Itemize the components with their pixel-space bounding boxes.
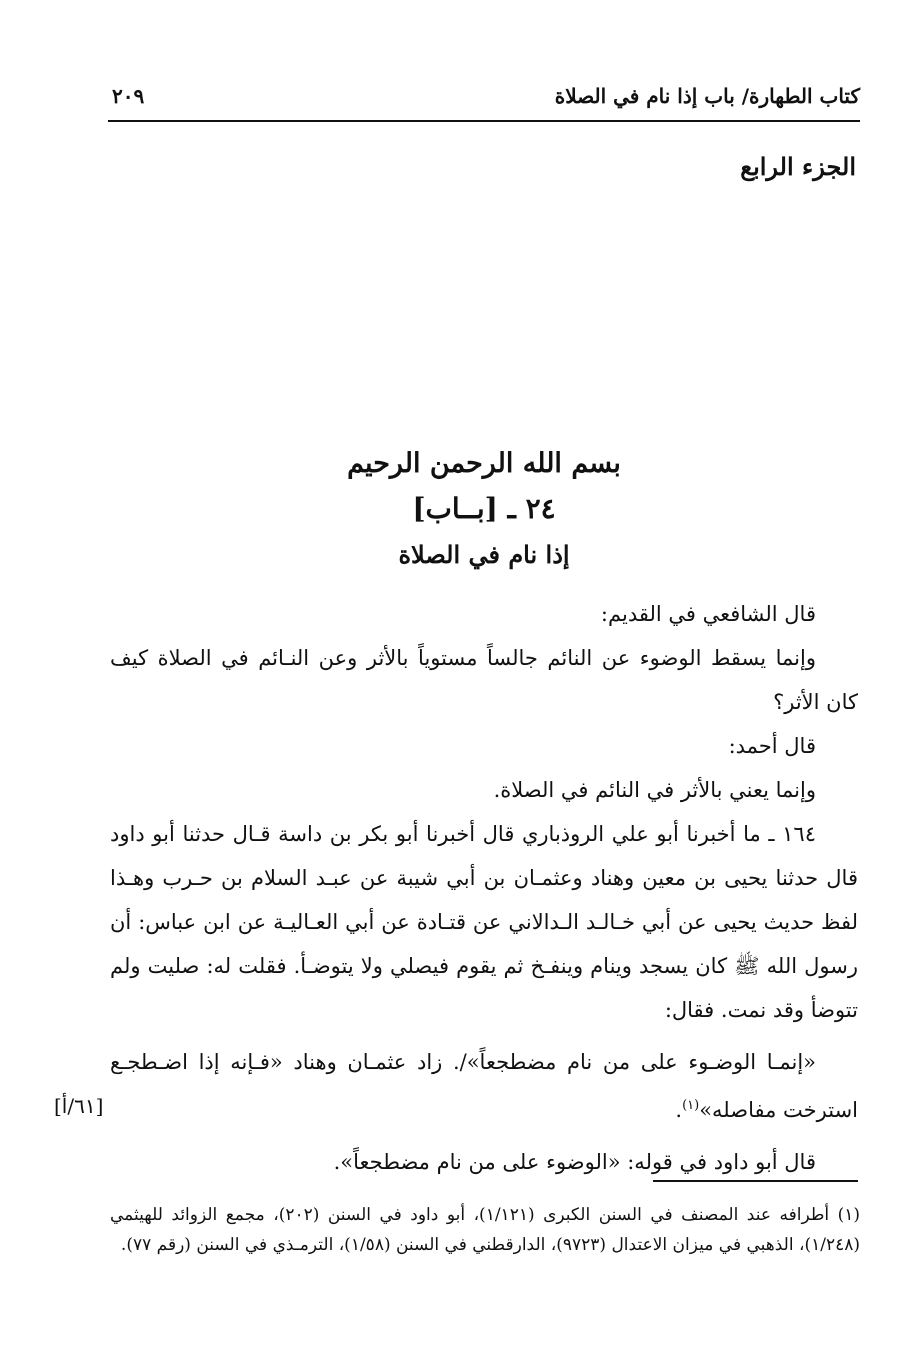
- hadith-paragraph: ١٦٤ ـ ما أخبرنا أبو علي الروذباري قال أخبرنا أبو بكر بن داسة قـال حدثنا أبو داود قال حدثنا يحيى بن معين وهناد وعثمـان بن أبي شيبة عن عبـد السلام بن حـرب وهـذا لفظ حديث يحيى عن أبي خـالـد الـدالاني عن قتـادة عن أبي العـاليـة عن ابن عباس: أن رسول الله ﷺ كان يسجد وينام وينفـخ ثم يقوم فيصلي ولا يتوضـأ. فقلت له: صليت ولم تتوضأ وقد نمت. فقال:: [110, 822, 858, 1022]
- header-divider: [108, 120, 860, 122]
- footnote-reference: (١): [682, 1098, 700, 1113]
- paragraph: وإنما يعني بالأثر في النائم في الصلاة.: [493, 778, 816, 802]
- basmala: بسم الله الرحمن الرحيم: [347, 448, 621, 479]
- footnote: [110, 1200, 860, 1260]
- chapter-title: إذا نام في الصلاة: [398, 540, 570, 569]
- page-header: [108, 80, 860, 120]
- paragraph: قال الشافعي في القديم:: [600, 602, 816, 626]
- footnote-divider: [653, 1180, 858, 1182]
- paragraph: قال أحمد:: [728, 734, 816, 758]
- manuscript-folio-marker: [٦١/أ]: [54, 1094, 104, 1118]
- quote-text: «إنمـا الوضـوء على من نام مضطجعاً»/. زاد عثمـان وهناد «فـإنه إذا اضـطجـع استرخت مفاصله»: [110, 1050, 858, 1122]
- body-text: [54, 592, 858, 1184]
- paragraph: وإنما يسقط الوضوء عن النائم جالساً مستوياً بالأثر وعن النـائم في الصلاة كيف كان الأثر؟: [110, 646, 858, 714]
- page-number: ٢٠٩: [112, 84, 145, 108]
- paragraph: قال أبو داود في قوله: «الوضوء على من نام مضطجعاً».: [333, 1150, 816, 1174]
- running-title: كتاب الطهارة/ باب إذا نام في الصلاة: [554, 84, 860, 108]
- paragraph-end: .: [675, 1098, 683, 1122]
- chapter-number: ٢٤ ـ [بــاب]: [412, 492, 556, 525]
- footnote-text: (١) أطرافه عند المصنف في السنن الكبرى (١/١٢١)، أبو داود في السنن (٢٠٢)، مجمع الزوائد للهيثمي (١/٢٤٨)، الذهبي في ميزان الاعتدال (٩٧٢٣)، الدارقطني في السنن (١/٥٨)، الترمـذي في السنن (رقم ٧٧).: [110, 1205, 860, 1255]
- part-label: الجزء الرابع: [740, 152, 856, 181]
- quote-paragraph: [54, 1040, 858, 1132]
